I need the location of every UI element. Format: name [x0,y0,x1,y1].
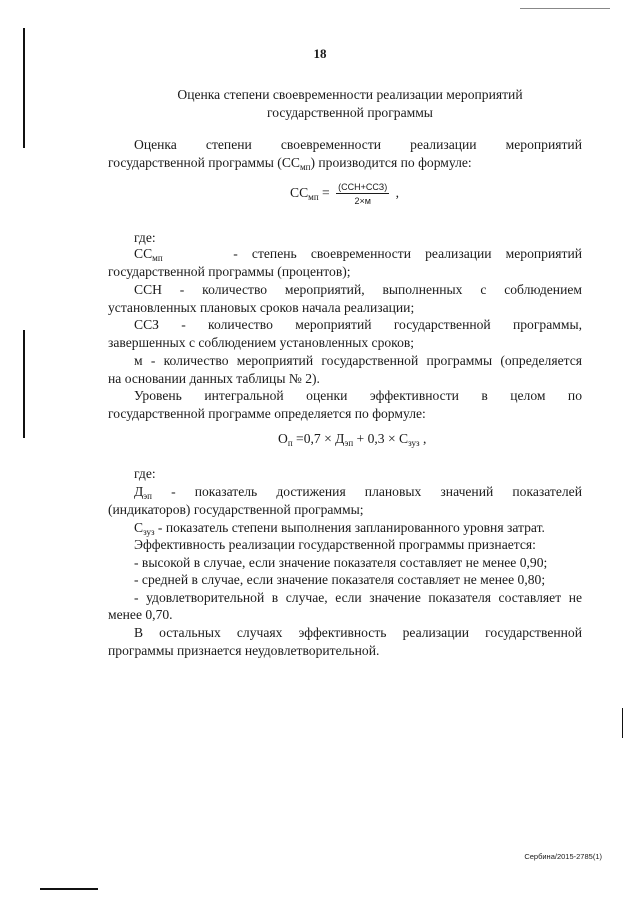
formula-cc: $СС_{мп}$ = $\frac{\text{(ССН+ССЗ)}}{2\times м}$ , [290,182,400,206]
def-cc-line-1: $СС_{мп}$ - степень своевременности реализации мероприятий [134,246,582,263]
page-number: 18 [313,46,327,61]
formula-o: $О_п =0,7 \times Д_{эп} + 0,3 \times С_{зуз}$ , [278,431,427,448]
eff-high: - высокой в случае, если значение показателя составляет не менее 0,90; [134,555,548,570]
def-ccn-line-2: установленных плановых сроков начала реализации; [108,300,415,315]
intro-line-1: Оценка степени своевременности реализации мероприятий [134,137,582,152]
intro-line-2: государственной программы $(СС_{мп})$ производится по формуле: [108,155,472,172]
def-ccz-line-1: ССЗ - количество мероприятий государственной программы, [134,317,582,332]
footer-doc-id: Сербина/2015-2785(1) [524,852,602,861]
other-line-2: программы признается неудовлетворительной. [108,643,380,658]
scan-margin-bar-middle [23,330,25,438]
def-d-line-1: $Д_{эп}$ - показатель достижения плановых значений показателей [134,484,582,501]
title-line-2: государственной программы [267,105,433,120]
eff-sat-line-1: - удовлетворительной в случае, если значение показателя составляет не [134,590,582,605]
eff-sat-line-2: менее 0,70. [108,607,173,622]
scan-margin-bar-right [622,708,623,738]
level-line-2: государственной программе определяется по формуле: [108,406,426,421]
eff-mid: - средней в случае, если значение показателя составляет не менее 0,80; [134,572,546,587]
def-cc-line-2: государственной программы (процентов); [108,264,351,279]
def-ccz-line-2: завершенных с соблюдением установленных сроков; [108,335,415,350]
def-ccn-line-1: ССН - количество мероприятий, выполненных с соблюдением [134,282,582,297]
def-d-line-2: (индикаторов) государственной программы; [108,502,364,517]
where-label-1: где: [134,230,156,245]
scan-line-top-right [520,8,610,9]
page-title [100,86,600,122]
def-m-line-1: м - количество мероприятий государственной программы (определяется [134,353,582,368]
def-m-line-2: на основании данных таблицы № 2). [108,371,320,386]
where-label-2: где: [134,466,156,481]
formula-cc-fraction: $\frac{\text{(ССН+ССЗ)}}{2\times м}$ [338,182,388,206]
level-line-1: Уровень интегральной оценки эффективности в целом по [134,388,582,403]
title-line-1: Оценка степени своевременности реализации мероприятий [177,87,523,102]
def-c-line: $С_{зуз}$ - показатель степени выполнения запланированного уровня затрат. [134,520,545,537]
scan-line-bottom [40,888,98,890]
eff-intro: Эффективность реализации государственной программы признается: [134,537,536,552]
other-line-1: В остальных случаях эффективность реализации государственной [134,625,582,640]
